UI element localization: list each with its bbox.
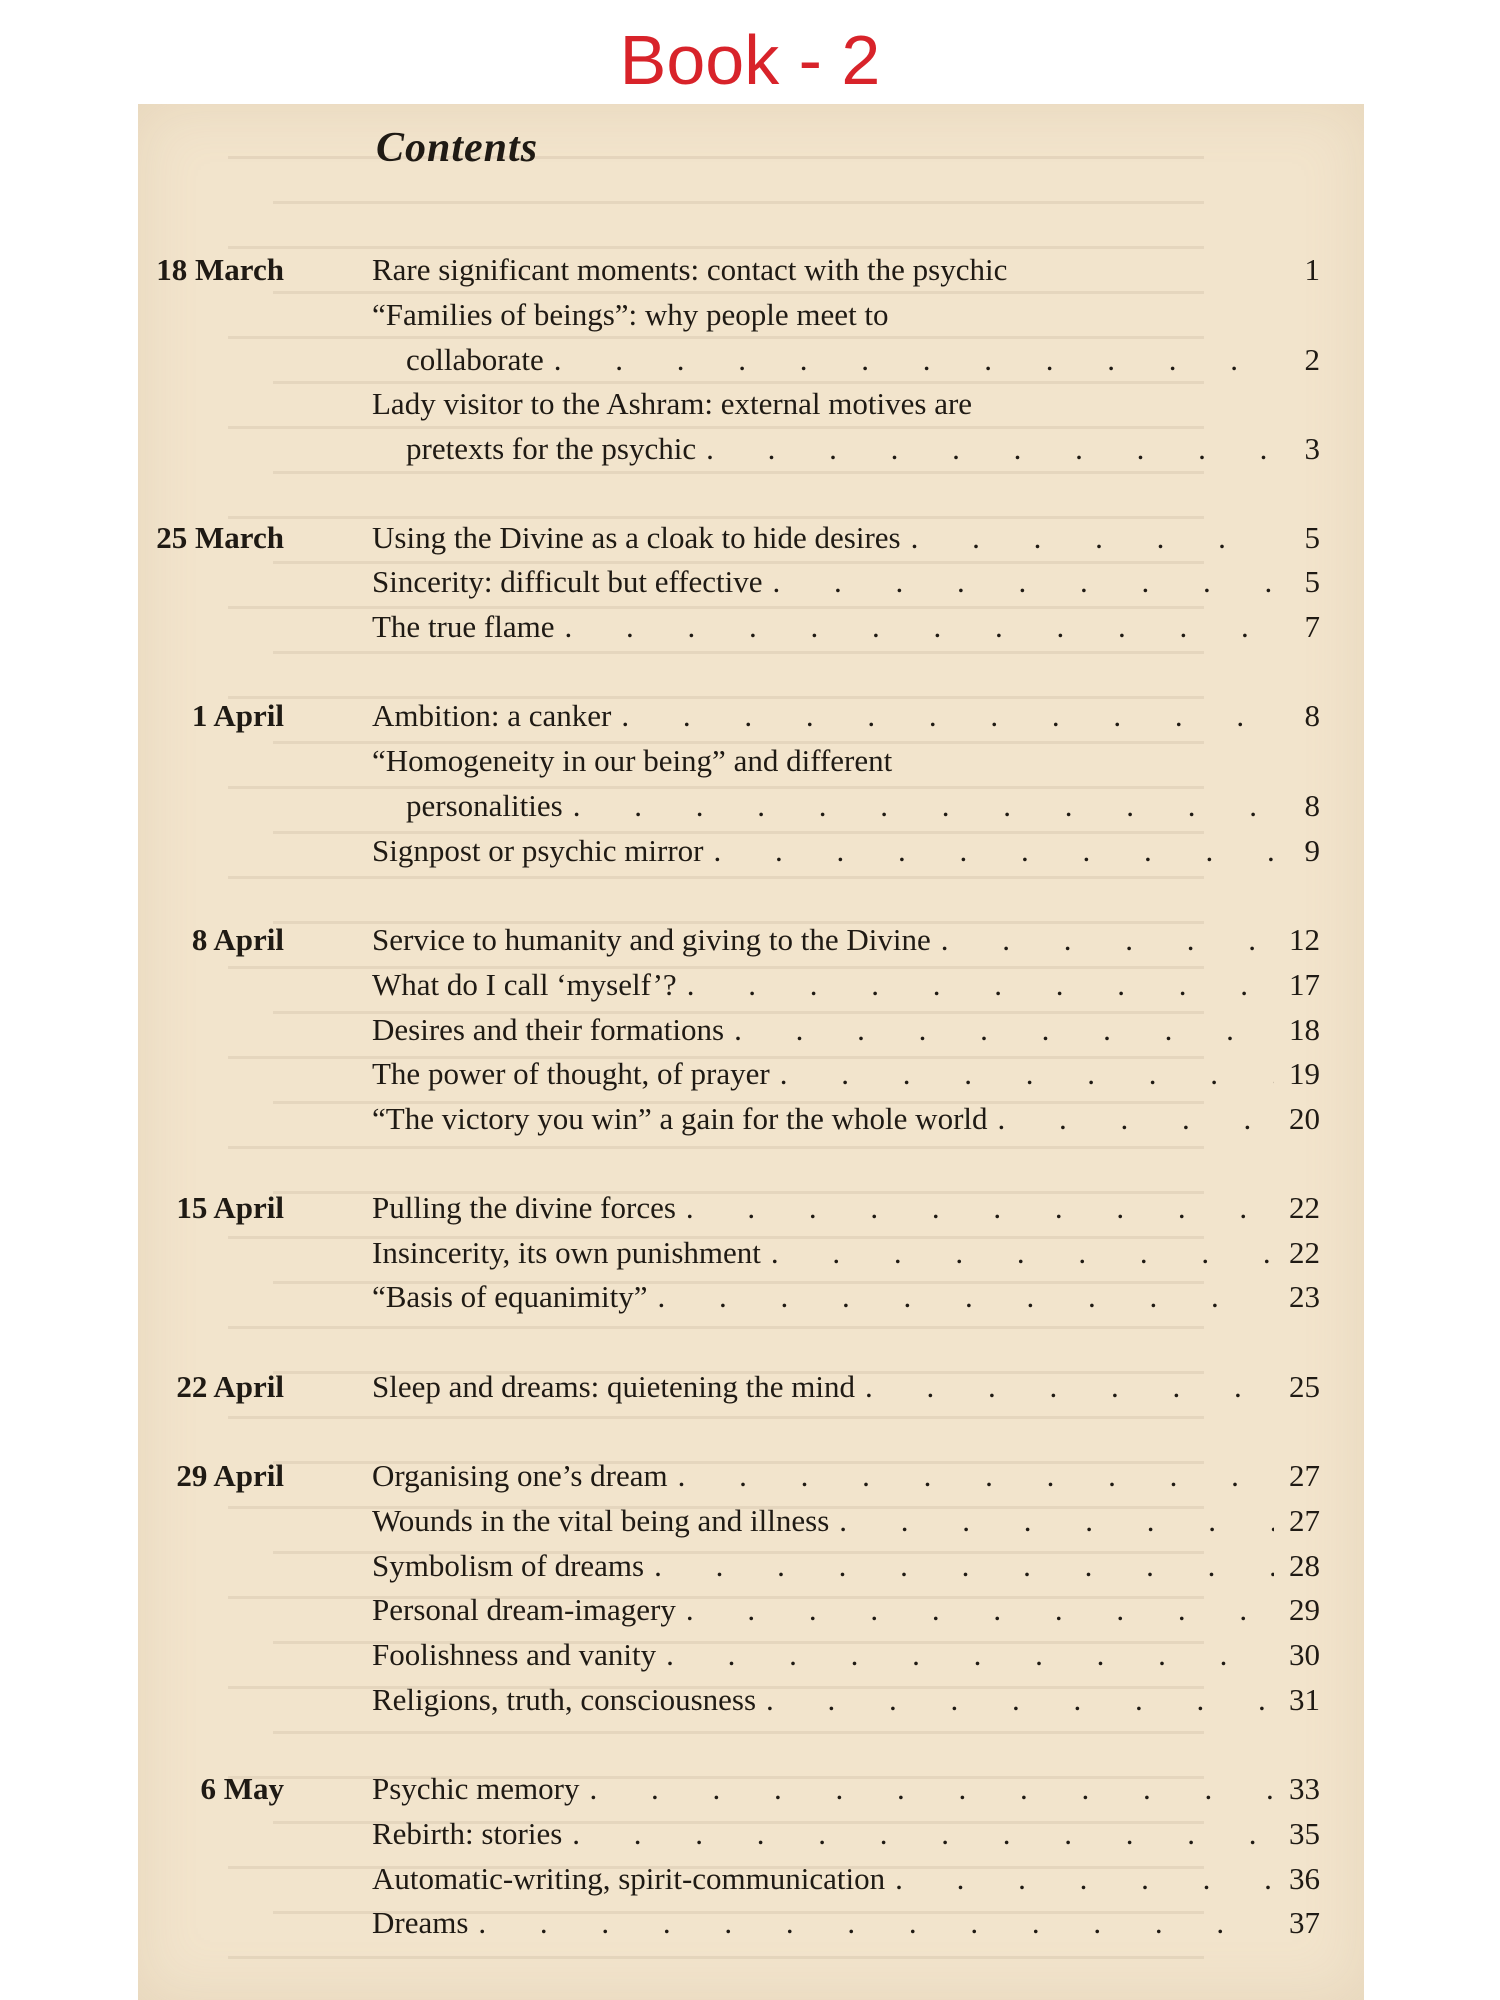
- toc-row: [138, 963, 1364, 1007]
- toc-entry-title: Pulling the divine forces: [372, 1190, 676, 1225]
- toc-row: [138, 1499, 1364, 1543]
- toc-entry: [372, 560, 1284, 604]
- toc-entry-title: pretexts for the psychic: [406, 431, 697, 466]
- toc-entry-title: Sincerity: difficult but effective: [372, 564, 763, 599]
- toc-row: [138, 248, 1364, 292]
- dot-leader: [771, 1231, 1274, 1275]
- toc-page-number: 17: [1289, 967, 1320, 1002]
- toc-row: [138, 1633, 1364, 1677]
- toc-entry-title: Religions, truth, consciousness: [372, 1682, 757, 1717]
- dot-leader: [564, 605, 1274, 649]
- dot-leader: [678, 1454, 1274, 1498]
- toc-page-number: 2: [1304, 342, 1320, 377]
- dot-leader: [998, 1097, 1274, 1141]
- toc-entry: [372, 694, 1284, 738]
- toc-row: [138, 1544, 1364, 1588]
- toc-entry: [372, 1499, 1284, 1543]
- toc-page-number: 3: [1304, 431, 1320, 466]
- toc-entry-title: Foolishness and vanity: [372, 1637, 657, 1672]
- toc-page-number: 5: [1304, 520, 1320, 555]
- toc-entry-title: Ambition: a canker: [372, 698, 612, 733]
- toc-entry-title: “The victory you win” a gain for the whole world: [372, 1101, 988, 1136]
- toc-entry-title: Organising one’s dream: [372, 1458, 668, 1493]
- toc-page-number: 33: [1289, 1771, 1320, 1806]
- toc-entry-title: “Basis of equanimity”: [372, 1279, 648, 1314]
- toc-entry-title: Dreams: [372, 1905, 469, 1940]
- toc-page-number: 36: [1289, 1861, 1320, 1896]
- dot-leader: [706, 427, 1274, 471]
- toc-entry: [372, 1678, 1284, 1722]
- dot-leader: [766, 1678, 1274, 1722]
- toc-row: [138, 382, 1364, 426]
- toc-entry: [372, 1275, 1284, 1319]
- toc-entry-title: Service to humanity and giving to the Divine: [372, 922, 931, 957]
- toc-entry: [372, 739, 1284, 783]
- toc-entry: [372, 1454, 1284, 1498]
- dot-leader: [658, 1275, 1275, 1319]
- toc-row: [138, 1186, 1364, 1230]
- toc-page-number: 25: [1289, 1369, 1320, 1404]
- toc-page-number: 18: [1289, 1012, 1320, 1047]
- toc-entry-title: “Families of beings”: why people meet to: [372, 297, 889, 332]
- toc-entry: [372, 1812, 1284, 1856]
- toc-date: 6 May: [200, 1771, 284, 1806]
- dot-leader: [865, 1365, 1274, 1409]
- toc-entry-title: Psychic memory: [372, 1771, 580, 1806]
- toc-page-number: 7: [1304, 609, 1320, 644]
- toc-entry-title: Insincerity, its own punishment: [372, 1235, 761, 1270]
- dot-leader: [780, 1052, 1274, 1096]
- dot-leader: [572, 1812, 1274, 1856]
- toc-page-number: 35: [1289, 1816, 1320, 1851]
- toc-entry-title: Using the Divine as a cloak to hide desires: [372, 520, 901, 555]
- toc-entry: [372, 1231, 1284, 1275]
- dot-leader: [478, 1901, 1274, 1945]
- toc-entry: [372, 1588, 1284, 1632]
- toc-row: [138, 293, 1364, 337]
- toc-entry-title: Symbolism of dreams: [372, 1548, 645, 1583]
- toc-page-number: 23: [1289, 1279, 1320, 1314]
- toc-page-number: 37: [1289, 1905, 1320, 1940]
- toc-entry-title: Signpost or psychic mirror: [372, 833, 704, 868]
- toc-row: [138, 1767, 1364, 1811]
- book-label: Book - 2: [619, 21, 881, 99]
- toc-page-number: 31: [1289, 1682, 1320, 1717]
- toc-row: [138, 1678, 1364, 1722]
- toc-entry: [372, 1365, 1284, 1409]
- dot-leader: [839, 1499, 1274, 1543]
- toc-date: 22 April: [176, 1369, 284, 1404]
- dot-leader: [687, 963, 1274, 1007]
- dot-leader: [686, 1186, 1274, 1230]
- dot-leader: [666, 1633, 1274, 1677]
- toc-entry: [372, 1767, 1284, 1811]
- toc-entry: [372, 1901, 1284, 1945]
- toc-entry-title: The true flame: [372, 609, 555, 644]
- toc-page-number: 22: [1289, 1190, 1320, 1225]
- toc-entry: [372, 1008, 1284, 1052]
- dot-leader: [554, 338, 1274, 382]
- toc-entry: [372, 382, 1284, 426]
- toc-row: [138, 338, 1364, 382]
- toc-entry: [372, 605, 1284, 649]
- toc-entry: [372, 293, 1284, 337]
- toc-row: [138, 1454, 1364, 1498]
- toc-page-number: 8: [1304, 698, 1320, 733]
- toc-date: 1 April: [191, 698, 284, 733]
- toc-entry: [372, 829, 1284, 873]
- toc-entry: [372, 516, 1284, 560]
- dot-leader: [573, 784, 1274, 828]
- toc-entry: [406, 427, 1284, 471]
- toc-row: [138, 918, 1364, 962]
- toc-entry-title: collaborate: [406, 342, 544, 377]
- contents-heading: Contents: [376, 125, 539, 171]
- toc-page-number: 30: [1289, 1637, 1320, 1672]
- toc-page-number: 9: [1304, 833, 1320, 868]
- toc-row: [138, 829, 1364, 873]
- toc-entry: [406, 338, 1284, 382]
- toc-row: [138, 694, 1364, 738]
- toc-page-number: 1: [1304, 252, 1320, 287]
- toc-row: [138, 1901, 1364, 1945]
- toc-entry: [406, 784, 1284, 828]
- toc-row: [138, 1008, 1364, 1052]
- toc-date: 15 April: [176, 1190, 284, 1225]
- toc-entry-title: Rebirth: stories: [372, 1816, 563, 1851]
- toc-page-number: 8: [1304, 788, 1320, 823]
- toc-entry-title: Personal dream-imagery: [372, 1592, 676, 1627]
- toc-entry: [372, 918, 1284, 962]
- toc-row: [138, 1275, 1364, 1319]
- toc-row: [138, 739, 1364, 783]
- toc-entry-title: The power of thought, of prayer: [372, 1056, 770, 1091]
- dot-leader: [895, 1857, 1274, 1901]
- toc-page-number: 27: [1289, 1458, 1320, 1493]
- toc-page-number: 27: [1289, 1503, 1320, 1538]
- toc-entry: [372, 1857, 1284, 1901]
- dot-leader: [941, 918, 1274, 962]
- dot-leader: [714, 829, 1275, 873]
- dot-leader: [686, 1588, 1274, 1632]
- toc-row: [138, 605, 1364, 649]
- toc-entry-title: Desires and their formations: [372, 1012, 725, 1047]
- dot-leader: [621, 694, 1274, 738]
- toc-entry-title: Automatic-writing, spirit-communication: [372, 1861, 886, 1896]
- toc-entry: [372, 1052, 1284, 1096]
- toc-entry: [372, 1097, 1284, 1141]
- toc-entry: [372, 1633, 1284, 1677]
- toc-row: [138, 1231, 1364, 1275]
- toc-row: [138, 1588, 1364, 1632]
- toc-page-number: 28: [1289, 1548, 1320, 1583]
- toc-entry-title: Sleep and dreams: quietening the mind: [372, 1369, 855, 1404]
- toc-date: 29 April: [176, 1458, 284, 1493]
- toc-row: [138, 1365, 1364, 1409]
- toc-entry-title: Rare significant moments: contact with the psychic: [372, 252, 1008, 287]
- toc-date: 18 March: [156, 252, 284, 287]
- toc-row: [138, 1052, 1364, 1096]
- dot-leader: [773, 560, 1274, 604]
- toc-entry-title: Wounds in the vital being and illness: [372, 1503, 830, 1538]
- contents-page: [138, 104, 1364, 2000]
- dot-leader: [734, 1008, 1274, 1052]
- toc-entry-title: What do I call ‘myself’?: [372, 967, 677, 1002]
- toc-date: 8 April: [191, 922, 284, 957]
- toc-entry: [372, 963, 1284, 1007]
- toc-row: [138, 516, 1364, 560]
- toc-entry: [372, 248, 1284, 292]
- toc-page-number: 12: [1289, 922, 1320, 957]
- dot-leader: [654, 1544, 1274, 1588]
- toc-row: [138, 1812, 1364, 1856]
- toc-page-number: 29: [1289, 1592, 1320, 1627]
- toc-page-number: 5: [1304, 564, 1320, 599]
- toc-page-number: 20: [1289, 1101, 1320, 1136]
- table-of-contents: [138, 104, 1364, 2000]
- toc-row: [138, 784, 1364, 828]
- dot-leader: [911, 516, 1274, 560]
- toc-entry-title: “Homogeneity in our being” and different: [372, 743, 893, 778]
- toc-row: [138, 1097, 1364, 1141]
- toc-page-number: 19: [1289, 1056, 1320, 1091]
- toc-entry-title: Lady visitor to the Ashram: external motives are: [372, 386, 973, 421]
- toc-entry: [372, 1186, 1284, 1230]
- toc-entry: [372, 1544, 1284, 1588]
- toc-entry-title: personalities: [406, 788, 563, 823]
- toc-row: [138, 427, 1364, 471]
- toc-row: [138, 1857, 1364, 1901]
- dot-leader: [590, 1767, 1275, 1811]
- toc-page-number: 22: [1289, 1235, 1320, 1270]
- toc-row: [138, 560, 1364, 604]
- toc-date: 25 March: [156, 520, 284, 555]
